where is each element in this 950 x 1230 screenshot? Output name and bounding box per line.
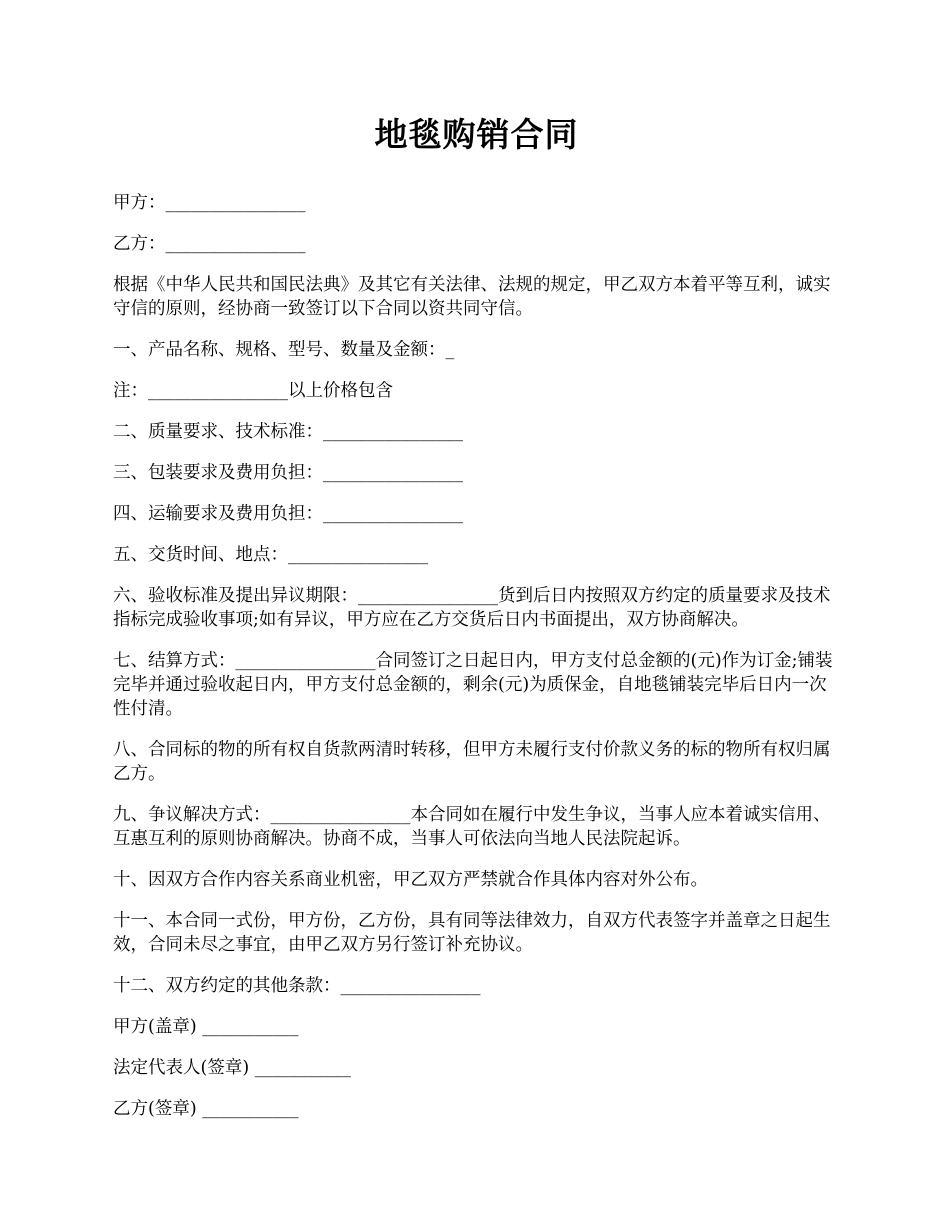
clause-10-confidentiality: 十、因双方合作内容关系商业机密，甲乙双方严禁就合作具体内容对外公布。 <box>113 870 708 890</box>
clause-5-delivery: 五、交货时间、地点：________________ <box>113 545 428 565</box>
clause-note: 注：________________以上价格包含 <box>113 381 393 401</box>
signature-party-a: 甲方(盖章) ___________ <box>113 1017 299 1037</box>
clause-4-transport: 四、运输要求及费用负担：________________ <box>113 504 463 524</box>
clause-8-ownership: 八、合同标的物的所有权自货款两清时转移，但甲方未履行支付价款义务的标的物所有权归属乙方。 <box>113 740 831 784</box>
clause-9-dispute: 九、争议解决方式：________________本合同如在履行中发生争议，当事人应本着诚实信用、互惠互利的原则协商解决。协商不成，当事人可依法向当地人民法院起诉。 <box>113 805 831 849</box>
clause-2-quality: 二、质量要求、技术标准：________________ <box>113 422 463 442</box>
clause-6-acceptance: 六、验收标准及提出异议期限：________________货到后日内按照双方约定的质量要求及技术指标完成验收事项;如有异议，甲方应在乙方交货后日内书面提出，双方协商解决。 <box>113 586 831 630</box>
signature-party-b: 乙方(签章) ___________ <box>113 1099 299 1119</box>
contract-page <box>113 112 840 1138</box>
party-a-line: 甲方：________________ <box>113 193 306 213</box>
clause-3-packaging: 三、包装要求及费用负担：________________ <box>113 463 463 483</box>
page-title: 地毯购销合同 <box>374 115 579 154</box>
preamble: 根据《中华人民共和国民法典》及其它有关法律、法规的规定，甲乙双方本着平等互利，诚实守信的原则，经协商一致签订以下合同以资共同守信。 <box>113 275 831 319</box>
clause-1-product: 一、产品名称、规格、型号、数量及金额：_ <box>113 340 455 360</box>
party-b-line: 乙方：________________ <box>113 234 306 254</box>
signature-legal-rep: 法定代表人(签章) ___________ <box>113 1058 351 1078</box>
clause-11-copies: 十一、本合同一式份，甲方份，乙方份，具有同等法律效力，自双方代表签字并盖章之日起生效，合同未尽之事宜，由甲乙双方另行签订补充协议。 <box>113 911 831 955</box>
clause-12-other-terms: 十二、双方约定的其他条款：________________ <box>113 976 481 996</box>
clause-7-settlement: 七、结算方式：________________合同签订之日起日内，甲方支付总金额的(元)作为订金;铺装完毕并通过验收起日内，甲方支付总金额的，剩余(元)为质保金，自地毯铺装完毕后日内一次性付清。 <box>113 651 833 719</box>
